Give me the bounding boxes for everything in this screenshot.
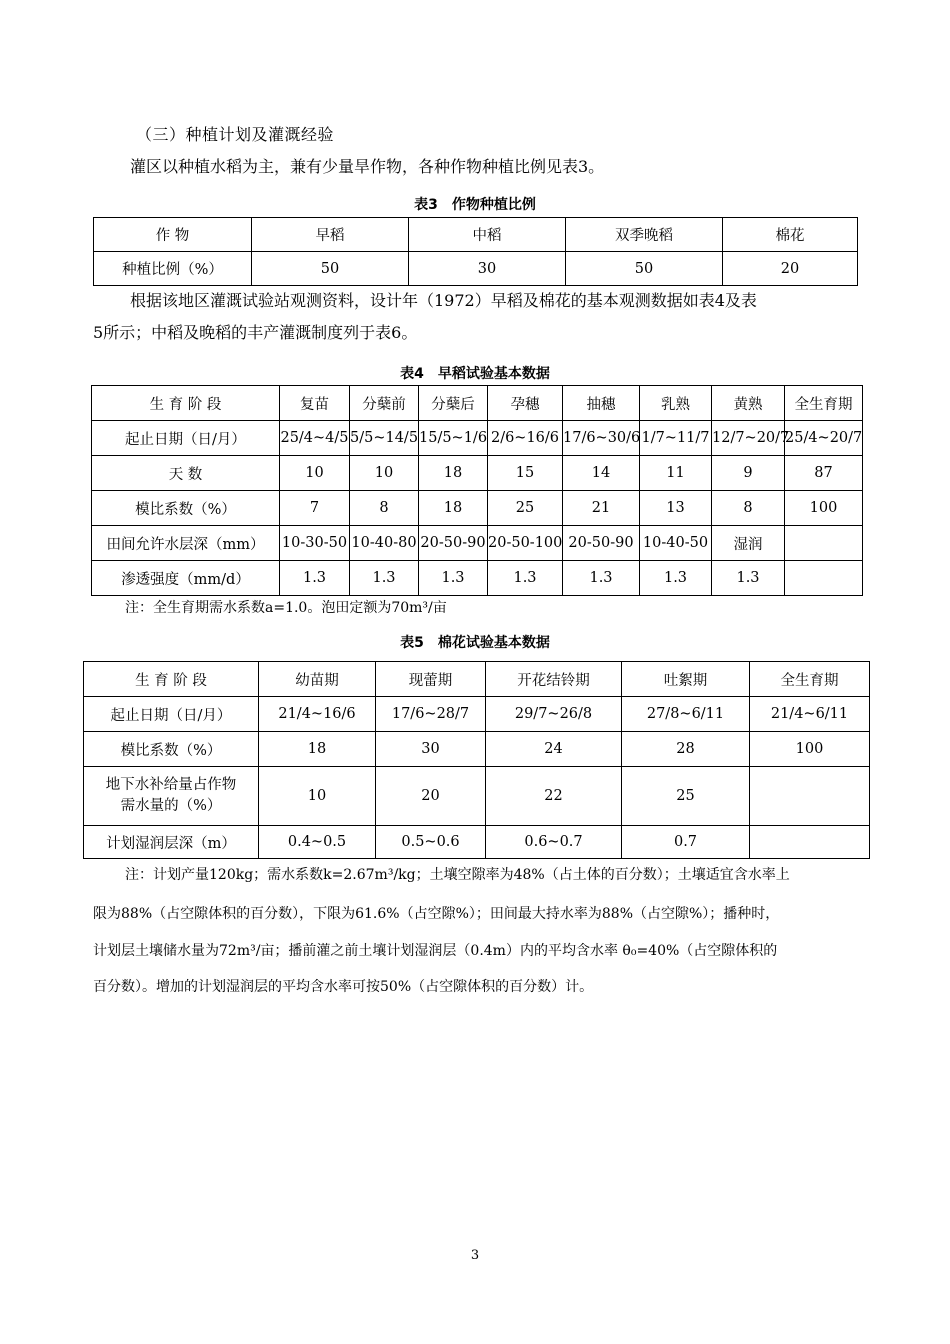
table-cell: 模比系数（%） (84, 732, 259, 767)
table-row (92, 526, 863, 561)
intro-paragraph: 灌区以种植水稻为主，兼有少量旱作物，各种作物种植比例见表3。 (130, 157, 605, 176)
table-cell: 24 (486, 732, 622, 767)
page-number: 3 (470, 1248, 480, 1263)
table-cell: 18 (259, 732, 376, 767)
table-cell: 1.3 (350, 561, 419, 596)
section-heading: （三）种植计划及灌溉经验 (136, 125, 335, 144)
table-cell: 25/4~20/7 (785, 421, 863, 456)
table-cell: 复苗 (280, 386, 350, 421)
table-cell: 0.5~0.6 (376, 826, 486, 859)
table-cell: 100 (750, 732, 870, 767)
table-cell (785, 561, 863, 596)
table-cell: 9 (712, 456, 785, 491)
table-cell: 幼苗期 (259, 662, 376, 697)
table-cell: 25/4~4/5 (280, 421, 350, 456)
table5 (83, 661, 870, 859)
table-row (84, 826, 870, 859)
table-cell: 8 (712, 491, 785, 526)
table-row (84, 697, 870, 732)
table5-header-row (84, 662, 870, 697)
table-cell: 11 (640, 456, 712, 491)
table-cell: 棉花 (723, 218, 858, 252)
table-row (92, 491, 863, 526)
table-cell: 现蕾期 (376, 662, 486, 697)
table-cell: 开花结铃期 (486, 662, 622, 697)
table-cell: 18 (419, 491, 488, 526)
table3-header-row (94, 218, 858, 252)
table-cell (750, 826, 870, 859)
table-cell: 计划湿润层深（m） (84, 826, 259, 859)
table-cell: 0.7 (622, 826, 750, 859)
table-cell: 30 (376, 732, 486, 767)
table-row (84, 767, 870, 826)
table-cell: 25 (488, 491, 563, 526)
paragraph2-line2: 5所示；中稻及晚稻的丰产灌溉制度列于表6。 (93, 323, 418, 342)
table-cell: 13 (640, 491, 712, 526)
table-cell: 7 (280, 491, 350, 526)
table-cell: 10 (350, 456, 419, 491)
table-cell: 20 (376, 767, 486, 826)
table-cell: 生 育 阶 段 (84, 662, 259, 697)
table5-note-line2: 限为88%（占空隙体积的百分数），下限为61.6%（占空隙%）；田间最大持水率为88%（占空隙%）；播种时， (93, 906, 780, 922)
table-cell: 0.4~0.5 (259, 826, 376, 859)
table-cell: 12/7~20/7 (712, 421, 785, 456)
table-cell: 起止日期（日/月） (84, 697, 259, 732)
table5-note-line3: 计划层土壤储水量为72m³/亩；播前灌之前土壤计划湿润层（0.4m）内的平均含水率 θ₀=40%（占空隙体积的 (93, 943, 778, 959)
table-cell: 14 (563, 456, 640, 491)
table-cell: 抽穗 (563, 386, 640, 421)
table-cell: 21/4~6/11 (750, 697, 870, 732)
table-cell: 乳熟 (640, 386, 712, 421)
table-row (92, 456, 863, 491)
table-cell: 模比系数（%） (92, 491, 280, 526)
table-cell: 50 (566, 252, 723, 286)
table-cell: 10 (280, 456, 350, 491)
table-cell: 起止日期（日/月） (92, 421, 280, 456)
table4-caption: 表4 早稻试验基本数据 (400, 366, 550, 382)
table-cell: 1.3 (712, 561, 785, 596)
table-cell: 种植比例（%） (94, 252, 252, 286)
table-cell: 100 (785, 491, 863, 526)
table-cell: 25 (622, 767, 750, 826)
table-row (84, 732, 870, 767)
table-cell: 中稻 (409, 218, 566, 252)
table-cell: 29/7~26/8 (486, 697, 622, 732)
table-cell: 渗透强度（mm/d） (92, 561, 280, 596)
table-cell: 湿润 (712, 526, 785, 561)
table-row (92, 421, 863, 456)
table-cell: 20-50-90 (419, 526, 488, 561)
table-cell: 2/6~16/6 (488, 421, 563, 456)
table-cell: 田间允许水层深（mm） (92, 526, 280, 561)
table-cell: 黄熟 (712, 386, 785, 421)
table-row (92, 561, 863, 596)
table-cell: 20-50-100 (488, 526, 563, 561)
table-cell: 孕穗 (488, 386, 563, 421)
table-cell: 22 (486, 767, 622, 826)
table3 (93, 217, 858, 286)
table-cell: 28 (622, 732, 750, 767)
table4 (91, 385, 863, 596)
table-cell: 0.6~0.7 (486, 826, 622, 859)
table-cell: 1.3 (563, 561, 640, 596)
table-cell: 21 (563, 491, 640, 526)
table-cell: 分蘖前 (350, 386, 419, 421)
table-cell: 作 物 (94, 218, 252, 252)
table-cell: 全生育期 (785, 386, 863, 421)
table5-caption: 表5 棉花试验基本数据 (400, 635, 550, 651)
table-cell: 天 数 (92, 456, 280, 491)
table-cell: 早稻 (252, 218, 409, 252)
table-cell: 1.3 (488, 561, 563, 596)
table-cell: 全生育期 (750, 662, 870, 697)
table-cell: 分蘖后 (419, 386, 488, 421)
table-cell: 50 (252, 252, 409, 286)
table-cell: 17/6~30/6 (563, 421, 640, 456)
table-cell: 地下水补给量占作物需水量的（%） (84, 767, 259, 826)
table-row (94, 252, 858, 286)
table-cell: 1.3 (640, 561, 712, 596)
table-cell: 5/5~14/5 (350, 421, 419, 456)
table4-header-row (92, 386, 863, 421)
table-cell: 生 育 阶 段 (92, 386, 280, 421)
table-cell: 30 (409, 252, 566, 286)
table-cell: 双季晚稻 (566, 218, 723, 252)
table-cell (785, 526, 863, 561)
table-cell: 20-50-90 (563, 526, 640, 561)
table-cell: 15 (488, 456, 563, 491)
table-cell (750, 767, 870, 826)
table-cell: 87 (785, 456, 863, 491)
table-cell: 1.3 (280, 561, 350, 596)
paragraph2-line1: 根据该地区灌溉试验站观测资料，设计年（1972）早稻及棉花的基本观测数据如表4及表 (130, 291, 757, 310)
table-cell: 27/8~6/11 (622, 697, 750, 732)
table3-caption: 表3 作物种植比例 (414, 197, 536, 213)
table-cell: 21/4~16/6 (259, 697, 376, 732)
table-cell: 10-40-50 (640, 526, 712, 561)
table-cell: 10-40-80 (350, 526, 419, 561)
table-cell: 吐絮期 (622, 662, 750, 697)
table-cell: 8 (350, 491, 419, 526)
table4-note: 注：全生育期需水系数a=1.0。泡田定额为70m³/亩 (125, 600, 447, 616)
table-cell: 10-30-50 (280, 526, 350, 561)
table-cell: 17/6~28/7 (376, 697, 486, 732)
table-cell: 18 (419, 456, 488, 491)
table-cell: 15/5~1/6 (419, 421, 488, 456)
table-cell: 1/7~11/7 (640, 421, 712, 456)
table-cell: 1.3 (419, 561, 488, 596)
table-cell: 20 (723, 252, 858, 286)
table-cell: 10 (259, 767, 376, 826)
table5-note-line1: 注：计划产量120kg；需水系数k=2.67m³/kg；土壤空隙率为48%（占土体的百分数）；土壤适宜含水率上 (125, 867, 790, 883)
table5-note-line4: 百分数）。增加的计划湿润层的平均含水率可按50%（占空隙体积的百分数）计。 (93, 979, 594, 995)
